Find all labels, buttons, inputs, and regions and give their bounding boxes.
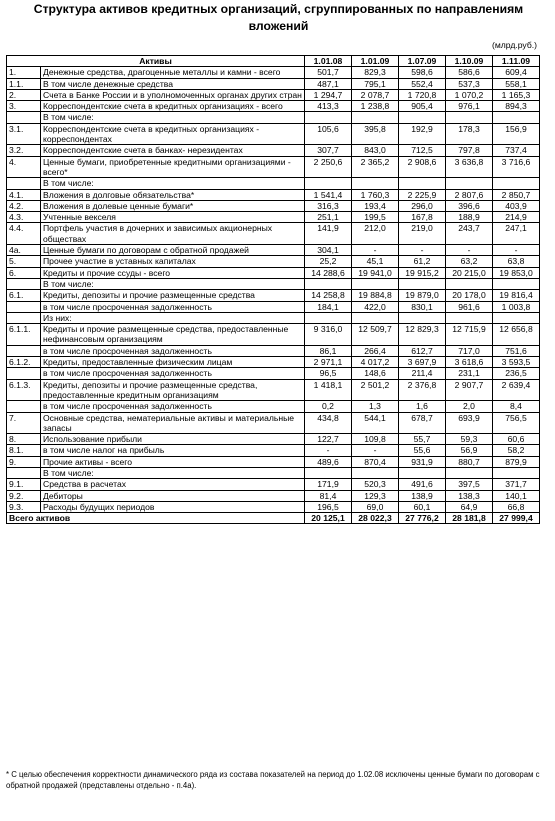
row-value: 19 816,4 — [493, 290, 540, 301]
row-code: 6.1.1. — [7, 324, 41, 346]
header-date: 1.07.09 — [399, 56, 446, 67]
row-value: 64,9 — [446, 501, 493, 512]
row-value: 489,6 — [305, 456, 352, 467]
table-row — [7, 312, 540, 323]
row-value: 0,2 — [305, 401, 352, 412]
table-row — [7, 189, 540, 200]
row-value: - — [352, 445, 399, 456]
row-value: 105,6 — [305, 123, 352, 145]
row-value: 86,1 — [305, 345, 352, 356]
row-code — [7, 112, 41, 123]
header-date: 1.01.08 — [305, 56, 352, 67]
row-name: в том числе просроченная задолженность — [41, 345, 305, 356]
row-value: 12 829,3 — [399, 324, 446, 346]
row-value — [399, 178, 446, 189]
row-value: 751,6 — [493, 345, 540, 356]
table-row — [7, 290, 540, 301]
units-label: (млрд.руб.) — [491, 40, 537, 50]
row-value: 1 165,3 — [493, 89, 540, 100]
row-code: 6.1.3. — [7, 379, 41, 401]
row-value: 1 070,2 — [446, 89, 493, 100]
row-value — [399, 467, 446, 478]
total-value: 20 125,1 — [305, 513, 352, 524]
row-value: 612,7 — [399, 345, 446, 356]
row-value: 3 716,6 — [493, 156, 540, 178]
row-value: 199,5 — [352, 212, 399, 223]
table-row — [7, 223, 540, 245]
table-row — [7, 456, 540, 467]
row-value: 2 807,6 — [446, 189, 493, 200]
row-value — [399, 112, 446, 123]
row-code: 8. — [7, 434, 41, 445]
row-code — [7, 467, 41, 478]
row-value: 25,2 — [305, 256, 352, 267]
total-label: Всего активов — [7, 513, 305, 524]
row-value: 2,0 — [446, 401, 493, 412]
row-value: 1,3 — [352, 401, 399, 412]
table-row — [7, 345, 540, 356]
row-value: 2 971,1 — [305, 357, 352, 368]
row-name: В том числе: — [41, 112, 305, 123]
row-value: 96,5 — [305, 368, 352, 379]
row-value — [493, 312, 540, 323]
table-row — [7, 178, 540, 189]
row-value — [446, 312, 493, 323]
row-name: Корреспондентские счета в банках- нерезидентах — [41, 145, 305, 156]
row-value: 45,1 — [352, 256, 399, 267]
row-value: 795,1 — [352, 78, 399, 89]
row-value: 371,7 — [493, 479, 540, 490]
row-value — [352, 467, 399, 478]
row-value: 397,5 — [446, 479, 493, 490]
row-value: 63,8 — [493, 256, 540, 267]
row-value: 141,9 — [305, 223, 352, 245]
table-row — [7, 467, 540, 478]
table-row — [7, 278, 540, 289]
row-value: 247,1 — [493, 223, 540, 245]
row-value: 60,1 — [399, 501, 446, 512]
row-name: Из них: — [41, 312, 305, 323]
row-code — [7, 178, 41, 189]
row-value: 138,9 — [399, 490, 446, 501]
row-value: 3 697,9 — [399, 357, 446, 368]
row-value: 56,9 — [446, 445, 493, 456]
row-value — [446, 112, 493, 123]
row-value — [352, 178, 399, 189]
row-value: 413,3 — [305, 101, 352, 112]
row-value: 520,3 — [352, 479, 399, 490]
row-value: 12 509,7 — [352, 324, 399, 346]
row-value: 737,4 — [493, 145, 540, 156]
row-name: В том числе: — [41, 178, 305, 189]
row-value: 2 225,9 — [399, 189, 446, 200]
table-row — [7, 445, 540, 456]
row-value: 20 178,0 — [446, 290, 493, 301]
table-row — [7, 212, 540, 223]
row-value: 212,0 — [352, 223, 399, 245]
header-date: 1.01.09 — [352, 56, 399, 67]
row-name: В том числе: — [41, 467, 305, 478]
table-row — [7, 301, 540, 312]
row-name: Расходы будущих периодов — [41, 501, 305, 512]
row-value: 396,6 — [446, 200, 493, 211]
row-value: - — [399, 245, 446, 256]
header-assets: Активы — [7, 56, 305, 67]
row-value: 2 908,6 — [399, 156, 446, 178]
row-value: 307,7 — [305, 145, 352, 156]
row-value — [493, 278, 540, 289]
row-code: 6.1. — [7, 290, 41, 301]
table-row — [7, 256, 540, 267]
row-code: 6. — [7, 267, 41, 278]
row-value: 129,3 — [352, 490, 399, 501]
row-name: Прочее участие в уставных капиталах — [41, 256, 305, 267]
row-value: 487,1 — [305, 78, 352, 89]
row-code: 3.1. — [7, 123, 41, 145]
table-row — [7, 434, 540, 445]
row-value: 879,9 — [493, 456, 540, 467]
page-title: Структура активов кредитных организаций, сгруппированных по направлениям вложений — [33, 2, 524, 33]
table-row — [7, 479, 540, 490]
row-value — [493, 178, 540, 189]
row-value: 66,8 — [493, 501, 540, 512]
row-code — [7, 345, 41, 356]
row-value — [446, 178, 493, 189]
row-name: Кредиты и прочие ссуды - всего — [41, 267, 305, 278]
row-value: 395,8 — [352, 123, 399, 145]
row-value: 3 636,8 — [446, 156, 493, 178]
row-value: 9 316,0 — [305, 324, 352, 346]
row-value: 712,5 — [399, 145, 446, 156]
row-value — [399, 278, 446, 289]
row-value: 188,9 — [446, 212, 493, 223]
row-name: Средства в расчетах — [41, 479, 305, 490]
table-row — [7, 101, 540, 112]
row-code: 4.1. — [7, 189, 41, 200]
row-value: 60,6 — [493, 434, 540, 445]
row-value: 2 639,4 — [493, 379, 540, 401]
row-value — [305, 178, 352, 189]
table-row — [7, 156, 540, 178]
row-value — [446, 467, 493, 478]
row-value: 148,6 — [352, 368, 399, 379]
row-value: 2 907,7 — [446, 379, 493, 401]
row-value: 870,4 — [352, 456, 399, 467]
total-value: 27 776,2 — [399, 513, 446, 524]
row-value: 266,4 — [352, 345, 399, 356]
table-row — [7, 401, 540, 412]
row-value: 961,6 — [446, 301, 493, 312]
row-name: в том числе просроченная задолженность — [41, 301, 305, 312]
row-value: 236,5 — [493, 368, 540, 379]
row-value — [305, 278, 352, 289]
row-code: 5. — [7, 256, 41, 267]
row-value: 138,3 — [446, 490, 493, 501]
row-code — [7, 368, 41, 379]
row-value: 8,4 — [493, 401, 540, 412]
row-value: 2 376,8 — [399, 379, 446, 401]
row-value: 171,9 — [305, 479, 352, 490]
row-value: 2 078,7 — [352, 89, 399, 100]
table-row — [7, 501, 540, 512]
row-value — [305, 112, 352, 123]
row-name: Прочие активы - всего — [41, 456, 305, 467]
row-value — [352, 278, 399, 289]
row-value: 19 884,8 — [352, 290, 399, 301]
row-value: 880,7 — [446, 456, 493, 467]
row-name: Корреспондентские счета в кредитных организациях - всего — [41, 101, 305, 112]
row-name: Кредиты и прочие размещенные средства, предоставленные нефинансовым организациям — [41, 324, 305, 346]
row-value: 12 656,8 — [493, 324, 540, 346]
row-value: - — [493, 245, 540, 256]
row-code: 3.2. — [7, 145, 41, 156]
row-value: 14 258,8 — [305, 290, 352, 301]
row-value: 558,1 — [493, 78, 540, 89]
row-value: 251,1 — [305, 212, 352, 223]
row-value: 14 288,6 — [305, 267, 352, 278]
table-row — [7, 324, 540, 346]
row-value: 609,4 — [493, 67, 540, 78]
row-value: 167,8 — [399, 212, 446, 223]
row-name: Кредиты, депозиты и прочие размещенные средства, предоставленные кредитным организациям — [41, 379, 305, 401]
table-row — [7, 245, 540, 256]
header-date: 1.11.09 — [493, 56, 540, 67]
row-code: 3. — [7, 101, 41, 112]
row-name: Ценные бумаги, приобретенные кредитными организациями - всего* — [41, 156, 305, 178]
total-value: 28 181,8 — [446, 513, 493, 524]
row-value: 830,1 — [399, 301, 446, 312]
row-value: 211,4 — [399, 368, 446, 379]
row-code: 6.1.2. — [7, 357, 41, 368]
footnote: * С целью обеспечения корректности динамического ряда из состава показателей на период до 1.02.08 исключены ценные бумаги по договорам с обратной продажей (представлены отдельно - п.4а). — [6, 770, 540, 790]
table-row — [7, 78, 540, 89]
row-value: 905,4 — [399, 101, 446, 112]
row-value: 193,4 — [352, 200, 399, 211]
row-name: в том числе налог на прибыль — [41, 445, 305, 456]
row-value: 1,6 — [399, 401, 446, 412]
row-code: 9.1. — [7, 479, 41, 490]
row-value: 3 593,5 — [493, 357, 540, 368]
row-name: Вложения в долговые обязательства* — [41, 189, 305, 200]
row-value: 586,6 — [446, 67, 493, 78]
row-value: 304,1 — [305, 245, 352, 256]
row-code: 9.2. — [7, 490, 41, 501]
row-value: 537,3 — [446, 78, 493, 89]
row-value: - — [352, 245, 399, 256]
row-value: 491,6 — [399, 479, 446, 490]
row-value — [352, 312, 399, 323]
table-row — [7, 89, 540, 100]
row-name: Кредиты, предоставленные физическим лицам — [41, 357, 305, 368]
row-value: 19 941,0 — [352, 267, 399, 278]
row-value: 598,6 — [399, 67, 446, 78]
table-row — [7, 379, 540, 401]
row-name: Использование прибыли — [41, 434, 305, 445]
row-value: 797,8 — [446, 145, 493, 156]
row-code: 1.1. — [7, 78, 41, 89]
table-row — [7, 67, 540, 78]
row-value: 2 365,2 — [352, 156, 399, 178]
row-code — [7, 278, 41, 289]
table-row — [7, 123, 540, 145]
row-value: 693,9 — [446, 412, 493, 434]
row-value: 61,2 — [399, 256, 446, 267]
row-value: 1 238,8 — [352, 101, 399, 112]
table-row — [7, 357, 540, 368]
row-value: 214,9 — [493, 212, 540, 223]
row-value: 178,3 — [446, 123, 493, 145]
row-value: 422,0 — [352, 301, 399, 312]
row-code: 4.3. — [7, 212, 41, 223]
row-value: 1 003,8 — [493, 301, 540, 312]
row-value: 894,3 — [493, 101, 540, 112]
row-code: 9.3. — [7, 501, 41, 512]
row-name: Вложения в долевые ценные бумаги* — [41, 200, 305, 211]
table-row — [7, 145, 540, 156]
row-value — [305, 467, 352, 478]
row-value: 2 250,6 — [305, 156, 352, 178]
row-name: Корреспондентские счета в кредитных организациях - корреспондентах — [41, 123, 305, 145]
row-name: Денежные средства, драгоценные металлы и камни - всего — [41, 67, 305, 78]
row-name: Портфель участия в дочерних и зависимых акционерных обществах — [41, 223, 305, 245]
row-value: 19 853,0 — [493, 267, 540, 278]
row-value: 403,9 — [493, 200, 540, 211]
row-code: 1. — [7, 67, 41, 78]
row-value: 434,8 — [305, 412, 352, 434]
row-name: в том числе просроченная задолженность — [41, 401, 305, 412]
row-code: 4.2. — [7, 200, 41, 211]
row-name: Основные средства, нематериальные активы и материальные запасы — [41, 412, 305, 434]
row-value: 59,3 — [446, 434, 493, 445]
row-value: 58,2 — [493, 445, 540, 456]
total-row — [7, 513, 540, 524]
row-name: В том числе денежные средства — [41, 78, 305, 89]
row-name: Счета в Банке России и в уполномоченных органах других стран — [41, 89, 305, 100]
row-value — [305, 312, 352, 323]
table-row — [7, 200, 540, 211]
row-code: 4.4. — [7, 223, 41, 245]
row-value — [446, 278, 493, 289]
row-value: 122,7 — [305, 434, 352, 445]
row-value: 156,9 — [493, 123, 540, 145]
row-value: 19 915,2 — [399, 267, 446, 278]
row-value: 140,1 — [493, 490, 540, 501]
row-value: 2 850,7 — [493, 189, 540, 200]
row-name: в том числе просроченная задолженность — [41, 368, 305, 379]
row-value: 316,3 — [305, 200, 352, 211]
row-value: 544,1 — [352, 412, 399, 434]
header-date: 1.10.09 — [446, 56, 493, 67]
row-value: 1 418,1 — [305, 379, 352, 401]
row-value: 717,0 — [446, 345, 493, 356]
row-value: 1 541,4 — [305, 189, 352, 200]
row-value: 501,7 — [305, 67, 352, 78]
row-value: 1 720,8 — [399, 89, 446, 100]
row-value: 552,4 — [399, 78, 446, 89]
row-value: - — [446, 245, 493, 256]
row-code — [7, 301, 41, 312]
table-row — [7, 368, 540, 379]
table-row — [7, 112, 540, 123]
row-name: Кредиты, депозиты и прочие размещенные средства — [41, 290, 305, 301]
row-value: 231,1 — [446, 368, 493, 379]
row-value: 843,0 — [352, 145, 399, 156]
row-value: - — [305, 445, 352, 456]
row-value: 243,7 — [446, 223, 493, 245]
row-value: 1 760,3 — [352, 189, 399, 200]
row-name: Учтенные векселя — [41, 212, 305, 223]
table-row — [7, 412, 540, 434]
row-value: 976,1 — [446, 101, 493, 112]
row-value: 219,0 — [399, 223, 446, 245]
row-value: 12 715,9 — [446, 324, 493, 346]
row-value — [493, 112, 540, 123]
total-value: 27 999,4 — [493, 513, 540, 524]
row-code: 2. — [7, 89, 41, 100]
row-value: 81,4 — [305, 490, 352, 501]
row-code: 8.1. — [7, 445, 41, 456]
row-value: 69,0 — [352, 501, 399, 512]
row-value: 184,1 — [305, 301, 352, 312]
row-value: 296,0 — [399, 200, 446, 211]
row-code — [7, 312, 41, 323]
row-name: В том числе: — [41, 278, 305, 289]
row-code: 9. — [7, 456, 41, 467]
row-value: 756,5 — [493, 412, 540, 434]
row-value: 63,2 — [446, 256, 493, 267]
row-code: 4. — [7, 156, 41, 178]
row-value: 3 618,6 — [446, 357, 493, 368]
row-value: 55,6 — [399, 445, 446, 456]
row-code: 4а. — [7, 245, 41, 256]
row-value — [352, 112, 399, 123]
total-value: 28 022,3 — [352, 513, 399, 524]
row-value: 678,7 — [399, 412, 446, 434]
row-code — [7, 401, 41, 412]
row-value: 1 294,7 — [305, 89, 352, 100]
row-value — [493, 467, 540, 478]
row-code: 7. — [7, 412, 41, 434]
row-value: 19 879,0 — [399, 290, 446, 301]
row-value: 192,9 — [399, 123, 446, 145]
table-row — [7, 490, 540, 501]
table-row — [7, 267, 540, 278]
row-value: 931,9 — [399, 456, 446, 467]
row-value: 55,7 — [399, 434, 446, 445]
row-value: 829,3 — [352, 67, 399, 78]
row-value: 2 501,2 — [352, 379, 399, 401]
row-value: 20 215,0 — [446, 267, 493, 278]
row-value: 4 017,2 — [352, 357, 399, 368]
row-value — [399, 312, 446, 323]
row-value: 196,5 — [305, 501, 352, 512]
table-header-row — [7, 56, 540, 67]
row-value: 109,8 — [352, 434, 399, 445]
assets-table — [6, 55, 540, 524]
row-name: Дебиторы — [41, 490, 305, 501]
row-name: Ценные бумаги по договорам с обратной продажей — [41, 245, 305, 256]
